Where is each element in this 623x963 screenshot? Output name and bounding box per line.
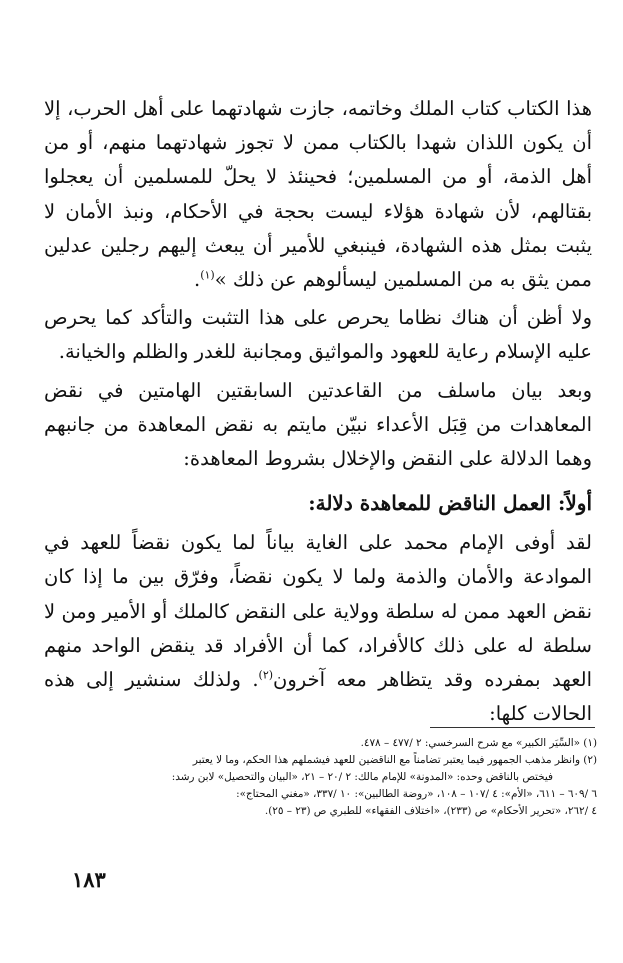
text-line: بمفرده وقد يتظاهر معه آخرون <box>273 668 541 692</box>
footnote-separator <box>430 727 595 728</box>
footnote-2: (٢) وانظر مذهب الجمهور فيما يعتبر تضامناً مع الناقضين للعهد فيشملهم هذا الحكم، وما لا يعتبر <box>192 754 597 766</box>
text-line: كلها: <box>489 702 527 726</box>
footnote-2-cont: ٦ /٦٠٩ – ٦١١، «الأم»: ٤ /١٠٧ – ١٠٨، «روضة الطالبين»: ١٠ /٣٣٧، «مغني المحتاج»: <box>236 788 597 800</box>
text-line: من أهل الذمة، أو من المسلمين؛ فحينئذ لا يحلّ للمسلمين أن يعجلوا <box>44 131 592 189</box>
paragraph-3 <box>44 374 592 477</box>
paragraph-1 <box>44 92 592 297</box>
text-line: العهد ممن له سلطة وولاية على النقض كالملك أو الأمير ومن لا سلطة <box>44 599 593 657</box>
footnote-2-cont: ٤ /٢٦٢، «تحرير الأحكام» ص (٢٣٣)، «اختلاف الفقهاء» للطبري ص (٢٣ – ٢٥). <box>264 805 597 817</box>
text-line: وهما الدلالة على النقض والإخلال بشروط المعاهدة: <box>183 447 592 471</box>
paragraph-2 <box>44 301 592 369</box>
footnote-marker: (٢) <box>258 668 274 682</box>
footnote-2-cont: فيختص بالناقض وحده: «المدونة» للإمام مالك: ٢ /٢٠ – ٢١، «البيان والتحصيل» لابن رشد: <box>171 771 553 783</box>
main-text <box>44 92 592 731</box>
text-line: هذا الكتاب كتاب الملك وخاتمه، جازت شهادتهما على أهل الحرب، <box>67 97 593 120</box>
text-line: لقد أوفى الإمام محمد على الغاية بياناً لما يكون نقضاً للعهد في <box>44 531 592 555</box>
text-line: له على ذلك كالأفراد، كما أن الأفراد قد ينقض الواحد منهم العهد <box>44 633 592 692</box>
footnotes <box>42 735 597 820</box>
page-number: ١٨٣ <box>72 867 106 892</box>
footnote-1: (١) «السِّيَر الكبير» مع شرح السرخسي: ٢ /٤٧٧ – ٤٧٨. <box>360 737 597 749</box>
text-line: يحرص عليه الإسلام رعاية للعهود والمواثيق ومجانبة للغدر والظلم والخيانة. <box>44 306 592 364</box>
text-line: المعاهدات من قِبَل الأعداء نبيّن مايتم به نقض المعاهدة من جانبهم <box>44 412 592 436</box>
text-line: يثبت بمثل هذه الشهادة، فينبغي للأمير أن يبعث إليهم رجلين عدلين <box>44 233 592 257</box>
text-line: . ولذلك سنشير إلى هذه الحالات <box>44 668 592 726</box>
section-heading: أولاً: العمل الناقض للمعاهدة دلالة: <box>308 491 592 516</box>
text-line: ممن يثق به من المسلمين ليسألوهم عن ذلك » <box>214 268 592 292</box>
text-line: وبعد بيان ماسلف من القاعدتين السابقتين الهامتين في نقض <box>44 378 592 402</box>
paragraph-4 <box>44 526 592 731</box>
text-line: الموادعة والأمان والذمة ولما لا يكون نقضاً، وفرّق بين ما إذا كان نقض <box>44 565 592 623</box>
footnote-marker: (١) <box>200 268 215 282</box>
text-line: بقتالهم، لأن شهادة هؤلاء ليست بحجة في الأحكام، ونبذ الأمان لا <box>44 199 592 223</box>
text-punctuation: . <box>193 268 201 292</box>
text-line: ولا أظن أن هناك نظاما يحرص على هذا التثبت والتأكد كما <box>105 306 592 330</box>
text-line: إلا أن يكون اللذان شهدا بالكتاب ممن لا تجوز شهادتهما منهم، أو <box>44 97 592 155</box>
